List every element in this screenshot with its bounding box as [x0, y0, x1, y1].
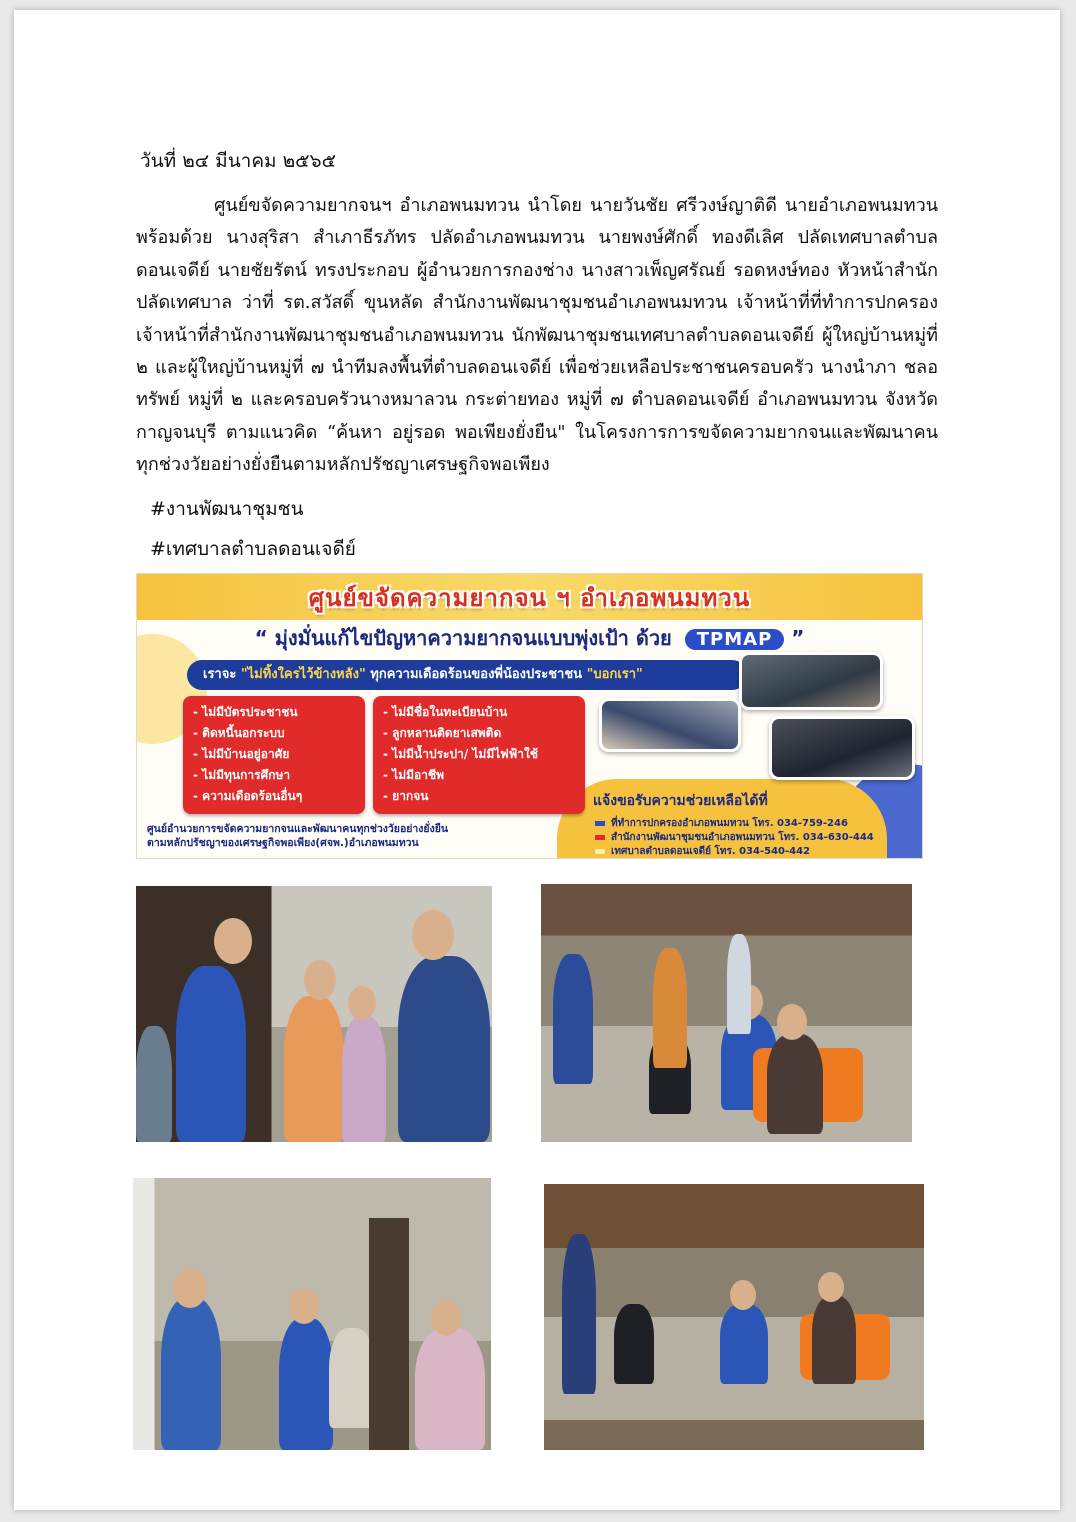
person-figure — [136, 1026, 172, 1142]
motto-middle: ทุกความเดือดร้อนของพี่น้องประชาชน — [370, 667, 583, 682]
banner-footer-line: ตามหลักปรัชญาของเศรษฐกิจพอเพียง(ศจพ.)อำเภอพนมทวน — [147, 837, 419, 849]
problem-item: - ติดหนี้นอกระบบ — [193, 726, 285, 740]
person-figure — [727, 934, 751, 1034]
banner-title: ศูนย์ขจัดความยากจน ฯ อำเภอพนมทวน — [308, 584, 751, 612]
problem-item: - ไม่มีอาชีพ — [383, 768, 445, 782]
person-head — [818, 1272, 844, 1302]
doorway — [369, 1218, 409, 1450]
photo-home-visit-doorway — [136, 886, 492, 1142]
person-figure — [161, 1298, 221, 1450]
person-head — [412, 910, 454, 960]
contact-color-marker — [595, 849, 605, 854]
photo-community-meeting-shed — [541, 884, 912, 1142]
person-figure — [553, 954, 593, 1084]
banner-slogan — [137, 622, 922, 654]
person-figure — [415, 1328, 485, 1450]
help-contact-title: แจ้งขอรับความช่วยเหลือได้ที่ — [593, 793, 768, 809]
banner-footer — [137, 822, 577, 850]
body-paragraph: ศูนย์ขจัดความยากจนฯ อำเภอพนมทวน นำโดย นายวันชัย ศรีวงษ์ญาติดี นายอำเภอพนมทวน พร้อมด้วย นางสุริสา สำเภาธีรภัทร ปลัดอำเภอพนมทวน นายพงษ์ศักดิ์ ทองดีเลิศ ปลัดเทศบาลตำบลดอนเจดีย์ นายชัยรัตน์ ทรงประกอบ ผู้อำนวยการกองช่าง นางสาวเพ็ญศรัณย์ รอดหงษ์ทอง หัวหน้าสำนักปลัดเทศบาล ว่าที่ รต.สวัสดิ์ ขุนหลัด สำนักงานพัฒนาชุมชนอำเภอพนมทวน เจ้าหน้าที่ที่ทำการปกครอง เจ้าหน้าที่สำนักงานพัฒนาชุมชนอำเภอพนมทวน นักพัฒนาชุมชนเทศบาลตำบลดอนเจดีย์ ผู้ใหญ่บ้านหมู่ที่ ๒ และผู้ใหญ่บ้านหมู่ที่ ๗ นำทีมลงพื้นที่ตำบลดอนเจดีย์ เพื่อช่วยเหลือประชาชนครอบครัว นางนำภา ชลอทรัพย์ หมู่ที่ ๒ และครอบครัวนางหมาลวน กระต่ายทอง หมู่ที่ ๗ ตำบลดอนเจดีย์ อำเภอพนมทวน จังหวัดกาญจนบุรี ตามแนวคิด “ค้นหา อยู่รอด พอเพียงยั่งยืน" ในโครงการการขจัดความยากจนและพัฒนาคนทุกช่วงวัยอย่างยั่งยืนตามหลักปรัชญาเศรษฐกิจพอเพียง — [136, 195, 938, 476]
tpmap-logo: TPMAP — [685, 629, 785, 650]
document-date: วันที่ ๒๔ มีนาคม ๒๕๖๕ — [140, 150, 336, 172]
problem-item: - ไม่มีชื่อในทะเบียนบ้าน — [383, 705, 508, 719]
problem-item: - ลูกหลานติดยาเสพติด — [383, 726, 502, 740]
person-head — [214, 918, 252, 964]
problem-list-right — [373, 696, 585, 814]
problem-item: - ไม่มีทุนการศึกษา — [193, 768, 291, 782]
person-figure — [812, 1296, 856, 1384]
contact-text: ที่ทำการปกครองอำเภอพนมทวน โทร. 034-759-246 — [611, 818, 848, 829]
motto-prefix: เราจะ — [203, 667, 237, 682]
contact-color-marker — [595, 835, 605, 840]
banner-motto — [187, 660, 747, 690]
person-figure — [176, 966, 246, 1142]
problem-item: - ไม่มีบ้านอยู่อาศัย — [193, 747, 290, 761]
banner-photo — [769, 716, 915, 780]
motto-highlight: "ไม่ทิ้งใครไว้ข้างหลัง" — [240, 667, 366, 682]
person-figure — [562, 1234, 596, 1394]
hashtag-community-development: #งานพัฒนาชุมชน — [150, 498, 304, 520]
problem-list-left — [183, 696, 365, 814]
banner-footer-line: ศูนย์อำนวยการขจัดความยากจนและพัฒนาคนทุกช่วงวัยอย่างยั่งยืน — [147, 823, 449, 835]
person-figure — [653, 948, 687, 1068]
banner-photo — [599, 698, 741, 752]
poverty-center-banner — [136, 573, 923, 859]
person-figure — [720, 1304, 768, 1384]
contact-text: สำนักงานพัฒนาชุมชนอำเภอพนมทวน โทร. 034-630-444 — [611, 832, 874, 843]
photo-outdoor-gathering — [544, 1184, 924, 1450]
person-head — [730, 1280, 756, 1310]
banner-photo — [739, 652, 883, 710]
person-figure — [284, 996, 344, 1142]
contact-district-office — [595, 816, 848, 831]
person-figure — [279, 1318, 333, 1450]
problem-item: - ความเดือดร้อนอื่นๆ — [193, 789, 303, 803]
contact-municipality — [595, 844, 810, 859]
person-figure — [342, 1016, 386, 1142]
contact-community-dev-office — [595, 830, 874, 845]
banner-slogan-end: ” — [791, 626, 805, 650]
person-figure — [767, 1034, 823, 1134]
contact-color-marker — [595, 821, 605, 826]
wooden-floor — [544, 1420, 924, 1450]
person-head — [173, 1268, 207, 1308]
problem-item: - ยากจน — [383, 789, 429, 803]
photo-house-visit-front — [133, 1178, 491, 1450]
person-head — [289, 1288, 319, 1324]
contact-text: เทศบาลตำบลดอนเจดีย์ โทร. 034-540-442 — [611, 846, 811, 857]
hashtag-municipality: #เทศบาลตำบลดอนเจดีย์ — [150, 538, 356, 560]
motto-end: "บอกเรา" — [586, 667, 643, 682]
person-head — [431, 1300, 461, 1336]
problem-item: - ไม่มีน้ำประปา/ ไม่มีไฟฟ้าใช้ — [383, 747, 539, 761]
banner-slogan-text: “ มุ่งมั่นแก้ไขปัญหาความยากจนแบบพุ่งเป้า ด้วย — [254, 626, 672, 650]
person-figure — [614, 1304, 654, 1384]
problem-item: - ไม่มีบัตรประชาชน — [193, 705, 298, 719]
person-head — [304, 960, 336, 1000]
person-head — [348, 986, 376, 1020]
person-figure — [398, 956, 490, 1142]
person-head — [777, 1004, 807, 1040]
